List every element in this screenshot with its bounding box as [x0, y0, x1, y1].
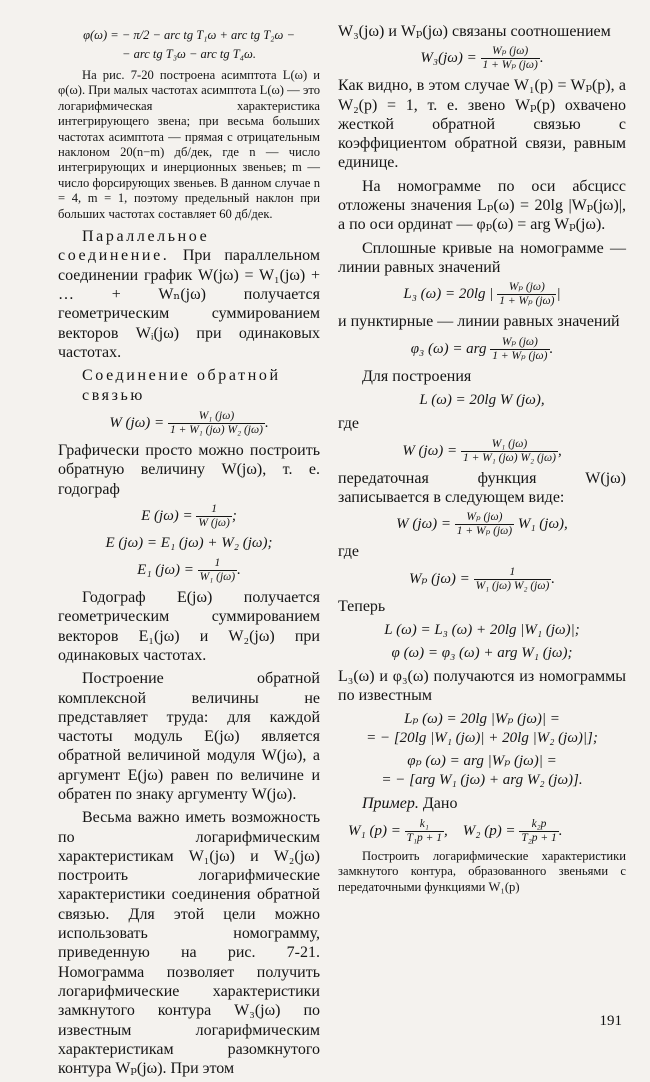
where-label-2: где — [338, 543, 360, 561]
fraction-denominator: 1 + Wₚ (jω) — [456, 525, 513, 538]
equation-end: ; — [231, 507, 237, 524]
fraction-denominator: W (jω) — [198, 517, 230, 530]
dashed-curves-paragraph: и пунктирные — линии равных значений — [338, 313, 620, 331]
equation-phip-line-1: φₚ (ω) = arg |Wₚ (jω)| = — [407, 752, 557, 769]
inverse-construction-paragraph: Построение обратной комплексной величины не представляет труда: для каждой частоты модуль E(jω) является обратной величиной модуля W(jω), а аргумент E(jω) равен по величине и обратен по знаку аргументу W(jω). — [58, 670, 320, 803]
right-column — [338, 22, 626, 900]
fraction-denominator: 1 + W₁ (jω) W₂ (jω) — [462, 451, 556, 464]
fraction-denominator: T₂p + 1 — [521, 831, 557, 844]
fraction-numerator: W₁ (jω) — [168, 410, 265, 424]
equation-lp — [338, 710, 626, 748]
equation-w — [338, 438, 626, 465]
fraction-numerator: k₁ — [405, 818, 444, 832]
equation-lp-line-1: Lₚ (ω) = 20lg |Wₚ (jω)| = — [404, 710, 560, 727]
equation-wp — [338, 566, 626, 593]
construction-text: Для построения — [362, 367, 472, 385]
example-given: Дано — [422, 794, 458, 812]
equation-end: W₁ (jω), — [517, 516, 568, 533]
equation-end: . — [549, 340, 554, 357]
fraction-denominator: T₁p + 1 — [406, 831, 442, 844]
equation-e1-lhs: E₁ (jω) = — [137, 561, 194, 578]
fraction-numerator: 1 — [474, 566, 552, 580]
fraction-denominator: 1 + Wₚ (jω) — [499, 295, 555, 308]
equation-wp-fraction — [474, 566, 552, 593]
example-w1-fraction — [405, 818, 444, 845]
equation-l-omega: L (ω) = 20lg W (jω), — [419, 391, 545, 408]
fraction-numerator: 1 — [198, 557, 237, 571]
equation-phi3-lhs: φ₃ (ω) = arg — [410, 340, 487, 357]
equation-e1 — [58, 557, 320, 584]
equation-phi3-fraction — [490, 336, 549, 363]
equation-phase-line-2: − arc tg T₃ω − arc tg T₄ω. — [122, 47, 256, 61]
page-number: 191 — [599, 1013, 622, 1029]
where-label-1: где — [338, 414, 360, 432]
nomogram-paragraph: Весьма важно иметь возможность по логарифмическим характеристикам W₁(jω) и W₂(jω) построить логарифмические характеристики соединения обратной связью. Для этой цели можно использовать номограмму, приведенную на рис. 7-21. Номограмма позволяет получить логарифмические характеристики замкнутого контура W₃(jω) по известным логарифмическим характеристикам разомкнутого контура Wₚ(jω). При этом — [58, 809, 320, 1078]
example-w2-fraction — [519, 818, 558, 845]
equation-phase — [58, 26, 320, 64]
equation-e1-fraction — [198, 557, 237, 584]
equation-feedback-lhs: W (jω) = — [109, 415, 165, 432]
left-column — [58, 22, 320, 1082]
equation-w-product — [338, 511, 626, 538]
parallel-heading: Параллельное соединение. — [58, 228, 210, 265]
parallel-text: При параллельном соединении график W(jω) = W₁(jω) + … + Wₙ(jω) получается геометрическим суммированием векторов Wᵢ(jω) при одинаковых частотах. — [58, 247, 320, 361]
inverse-paragraph: Графически просто можно построить обратную величину W(jω), т. е. годограф — [58, 442, 320, 498]
fraction-denominator: W₁ (jω) — [199, 571, 236, 584]
figure-description: На рис. 7-20 построена асимптота L(ω) и φ(ω). При малых частотах асимптота L(ω) — это логарифмическая характеристика интегрирующего звена; при весьма больших частотах асимптота — прямая с отрицательным наклоном 20(n−m) дб/дек, где n — число интегрирующих и инерционных звеньев; m — число форсирующих звеньев. В данном случае n = 4, m = 1, поэтому предельный наклон при больших частотах составляет 60 дб/дек. — [58, 68, 320, 221]
feedback-heading: Соединение обратной связью — [82, 367, 281, 405]
fraction-numerator: Wₚ (jω) — [490, 336, 549, 350]
fraction-denominator: 1 + W₁ (jω) W₂ (jω) — [169, 424, 263, 437]
equation-phi-now: φ (ω) = φ₃ (ω) + arg W₁ (jω); — [391, 645, 573, 662]
fraction-numerator: Wₚ (jω) — [455, 511, 514, 525]
equation-example: W₁ (p) = $\frac{\text{k₁}}{\text{T₁p + 1}}$ , W₂ (p) = $\frac{\text{k₂p}}{\text{T₂p + 1}}$ . — [348, 817, 563, 844]
equation-phi3 — [338, 336, 626, 363]
equation-phip — [338, 752, 626, 790]
case-paragraph: Как видно, в этом случае W₁(p) = Wₚ(p), а W₂(p) = 1, т. е. звено Wₚ(p) охвачено жесткой обратной связью с коэффициентом обратной связи, равным единице. — [338, 77, 626, 172]
equation-w-product-fraction — [455, 511, 514, 538]
equation-l-now: L (ω) = L₃ (ω) + 20lg |W₁ (jω)|; — [384, 622, 580, 639]
equation-feedback-fraction — [168, 410, 265, 437]
equation-end: . — [551, 571, 556, 588]
equation-end: | — [556, 286, 561, 303]
task-paragraph: Построить логарифмические характеристики замкнутого контура, образованного звеньями с передаточными функциями W₁(p) — [338, 848, 626, 894]
equation-end: , — [557, 442, 562, 459]
example-w1-lhs: W₁ (p) = — [348, 822, 401, 839]
solid-curves-paragraph: Сплошные кривые на номограмме — линии равных значений — [338, 239, 626, 276]
example-label: Пример. — [362, 794, 419, 812]
fraction-denominator: 1 + Wₚ (jω) — [492, 349, 548, 362]
example-w2-lhs: W₂ (p) = — [462, 822, 516, 839]
fraction-numerator: W₁ (jω) — [461, 438, 558, 452]
equation-phip-line-2: = − [arg W₁ (jω) + arg W₂ (jω)]. — [381, 771, 583, 788]
parallel-paragraph — [58, 227, 320, 362]
fraction-numerator: k₂p — [519, 818, 558, 832]
fraction-denominator: 1 + Wₚ (jω) — [482, 59, 538, 72]
fraction-numerator: Wₚ (jω) — [481, 45, 540, 59]
equation-w-product-lhs: W (jω) = — [396, 516, 452, 533]
relation-intro: W₃(jω) и Wₚ(jω) связаны соотношением — [338, 23, 611, 40]
transfer-paragraph: передаточная функция W(jω) записывается в следующем виде: — [338, 469, 626, 506]
now-label: Теперь — [338, 598, 386, 616]
equation-e-sum: E (jω) = E₁ (jω) + W₂ (jω); — [105, 535, 273, 552]
equation-w-fraction — [461, 438, 558, 465]
equation-end: . — [539, 50, 544, 67]
fraction-numerator: 1 — [196, 503, 231, 517]
axes-paragraph: На номограмме по оси абсцисс отложены значения Lₚ(ω) = 20lg |Wₚ(jω)|, а по оси ординат — φₚ(ω) = arg Wₚ(jω). — [338, 177, 626, 234]
obtain-paragraph: L₃(ω) и φ₃(ω) получаются из номограммы по известным — [338, 668, 626, 705]
equation-e — [58, 503, 320, 530]
equation-end: . — [237, 561, 241, 578]
equation-lp-line-2: = − [20lg |W₁ (jω)| + 20lg |W₂ (jω)|]; — [366, 729, 598, 746]
equation-wp-lhs: Wₚ (jω) = — [408, 571, 470, 588]
fraction-denominator: W₁ (jω) W₂ (jω) — [475, 580, 550, 593]
equation-l3-lhs: L₃ (ω) = 20lg | — [403, 286, 494, 303]
equation-e-lhs: E (jω) = — [141, 507, 193, 524]
equation-e-fraction — [196, 503, 231, 530]
hodograph-paragraph: Годограф E(jω) получается геометрическим суммированием векторов E₁(jω) и W₂(jω) при одинаковых частотах. — [58, 589, 320, 664]
equation-w3 — [338, 45, 626, 72]
equation-w3-fraction — [481, 45, 540, 72]
equation-w3-lhs: W₃(jω) = — [420, 50, 477, 67]
equation-w-lhs: W (jω) = — [402, 442, 458, 459]
equation-l3 — [338, 281, 626, 308]
equation-end: . — [264, 415, 269, 432]
fraction-numerator: Wₚ (jω) — [497, 281, 556, 295]
equation-l3-fraction — [497, 281, 556, 308]
example-line — [338, 794, 626, 814]
equation-phase-line-1: φ(ω) = − π/2 − arc tg T₁ω + arc tg T₂ω − — [83, 28, 295, 42]
equation-feedback — [58, 410, 320, 437]
